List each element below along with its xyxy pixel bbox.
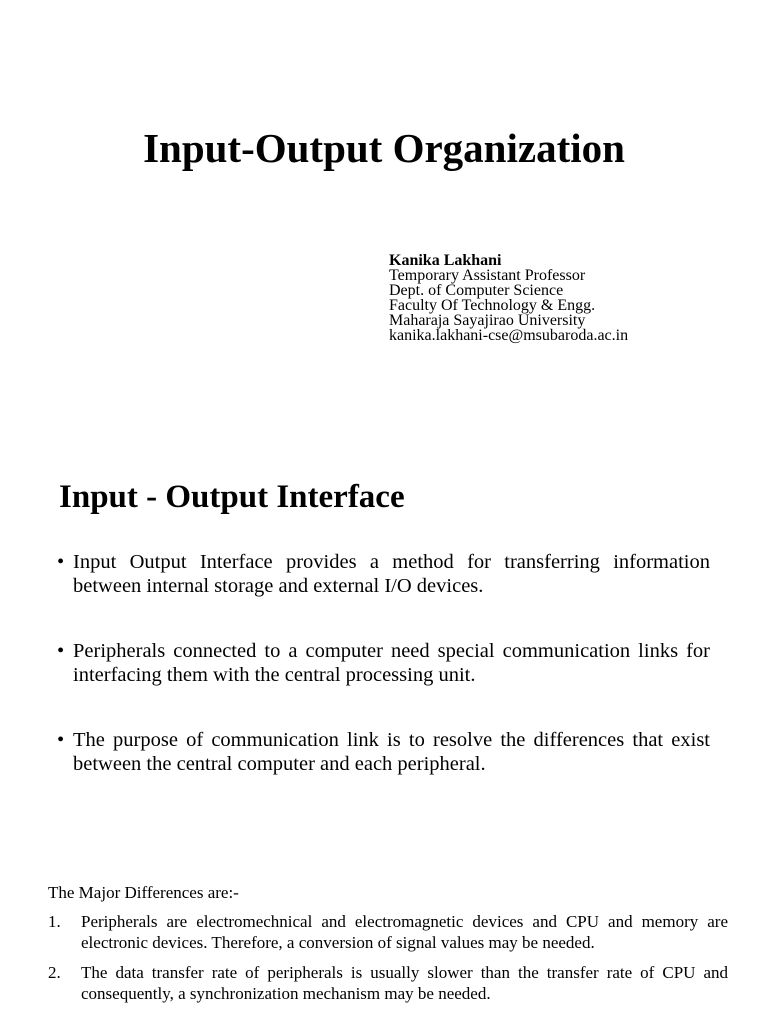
author-info xyxy=(389,253,628,343)
author-position: Temporary Assistant Professor xyxy=(389,267,586,284)
list-item-number: 1. xyxy=(48,912,61,931)
bullet-item xyxy=(57,550,710,598)
list-item-text: The data transfer rate of peripherals is usually slower than the transfer rate of CPU and consequently, a synchronization mechanism may be needed. xyxy=(81,963,728,1003)
author-email: kanika.lakhani-cse@msubaroda.ac.in xyxy=(389,327,629,344)
list-item xyxy=(48,911,728,953)
bullet-item xyxy=(57,728,710,776)
bullet-list xyxy=(57,550,710,817)
bullet-text: Peripherals connected to a computer need special communication links for interfacing them with the central processing unit. xyxy=(73,640,710,686)
title-slide xyxy=(0,0,768,440)
bullet-item xyxy=(57,639,710,687)
author-department: Dept. of Computer Science xyxy=(389,282,564,299)
list-item-number: 2. xyxy=(48,963,61,982)
list-item-text: Peripherals are electromechnical and electromagnetic devices and CPU and memory are electronic devices. Therefore, a conversion of signal values may be needed. xyxy=(81,912,728,952)
author-name: Kanika Lakhani xyxy=(389,252,502,269)
bullet-marker: • xyxy=(57,729,65,751)
section-title: Input - Output Interface xyxy=(59,479,405,515)
differences-list xyxy=(48,911,728,1013)
presentation-title: Input-Output Organization xyxy=(143,125,625,171)
author-faculty: Faculty Of Technology & Engg. xyxy=(389,297,596,314)
interface-slide xyxy=(0,440,768,860)
list-item xyxy=(48,962,728,1004)
bullet-text: The purpose of communication link is to resolve the differences that exist between the central computer and each peripheral. xyxy=(73,729,710,775)
bullet-text: Input Output Interface provides a method for transferring information between internal storage and external I/O devices. xyxy=(73,551,710,597)
differences-slide xyxy=(0,860,768,1024)
author-university: Maharaja Sayajirao University xyxy=(389,312,586,329)
differences-heading: The Major Differences are:- xyxy=(48,883,239,902)
bullet-marker: • xyxy=(57,551,65,573)
bullet-marker: • xyxy=(57,640,65,662)
